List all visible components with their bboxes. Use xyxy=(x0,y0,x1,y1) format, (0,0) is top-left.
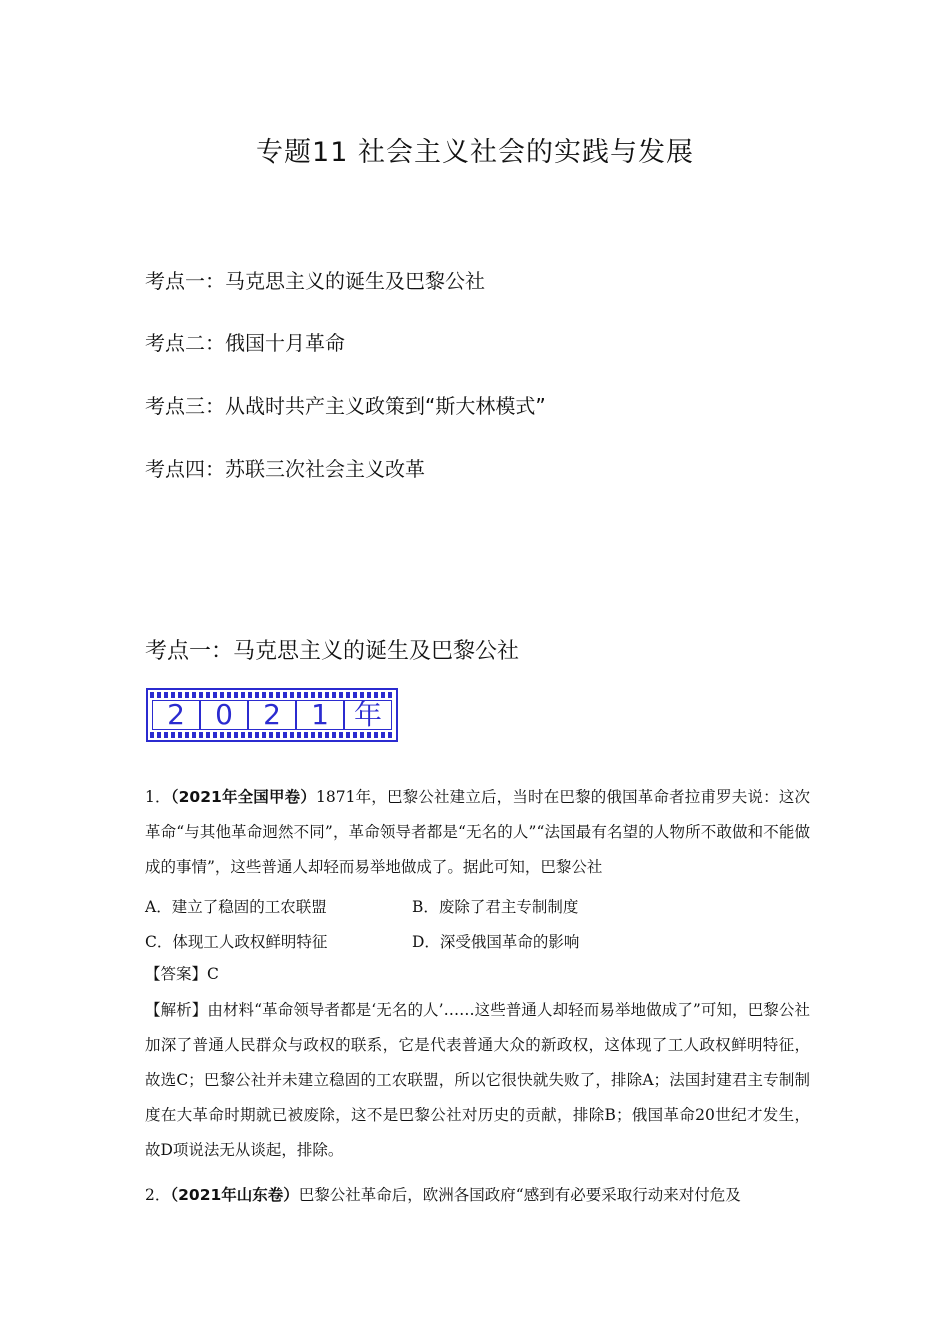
analysis xyxy=(145,993,810,1168)
answer-label: 【答案】 xyxy=(145,965,208,983)
option-b: B．废除了君主专制制度 xyxy=(412,898,579,916)
question-number: 2． xyxy=(145,1186,171,1204)
toc-item-1: 考点一：马克思主义的诞生及巴黎公社 xyxy=(145,269,485,293)
answer xyxy=(145,962,219,984)
year-digit: 2 xyxy=(248,700,296,730)
option-c: C．体现工人政权鲜明特征 xyxy=(145,933,328,951)
toc-item-4: 考点四：苏联三次社会主义改革 xyxy=(145,457,425,481)
year-digit: 2 xyxy=(152,700,200,730)
analysis-label: 【解析】 xyxy=(145,1001,208,1019)
page-title: 专题11 社会主义社会的实践与发展 xyxy=(256,137,694,168)
question-1 xyxy=(145,780,810,885)
year-digit: 1 xyxy=(296,700,344,730)
question-number: 1． xyxy=(145,788,171,806)
analysis-text: 由材料“革命领导者都是‘无名的人’……这些普通人却轻而易举地做成了”可知，巴黎公社加深了普通人民群众与政权的联系，它是代表普通大众的新政权，这体现了工人政权鲜明特征，故选C；巴黎公社并未建立稳固的工农联盟，所以它很快就失败了，排除A；法国封建君主专制制度在大革命时期就已被废除，这不是巴黎公社对历史的贡献，排除B；俄国革命20世纪才发生，故D项说法无从谈起，排除。 xyxy=(145,1001,810,1159)
option-a: A．建立了稳固的工农联盟 xyxy=(145,898,327,916)
question-source: （2021年全国甲卷） xyxy=(170,788,316,806)
section-heading: 考点一：马克思主义的诞生及巴黎公社 xyxy=(145,639,520,664)
question-stem: 巴黎公社革命后，欧洲各国政府“感到有必要采取行动来对付危及 xyxy=(298,1186,741,1204)
question-2 xyxy=(145,1178,810,1213)
toc-item-2: 考点二：俄国十月革命 xyxy=(145,331,345,355)
answer-value: C xyxy=(207,965,219,983)
question-stem: 1871年，巴黎公社建立后，当时在巴黎的俄国革命者拉甫罗夫说：这次革命“与其他革命迥然不同”，革命领导者都是“无名的人”“法国最有名望的人物所不敢做和不能做成的事情”，这些普通人却轻而易举地做成了。据此可知，巴黎公社 xyxy=(145,788,810,876)
year-char: 年 xyxy=(344,700,392,730)
year-digit: 0 xyxy=(200,700,248,730)
toc-item-3: 考点三：从战时共产主义政策到“斯大林模式” xyxy=(145,394,546,418)
year-banner xyxy=(146,688,398,742)
question-source: （2021年山东卷） xyxy=(170,1186,299,1204)
film-strip-bottom xyxy=(150,732,394,738)
option-d: D．深受俄国革命的影响 xyxy=(412,933,580,951)
